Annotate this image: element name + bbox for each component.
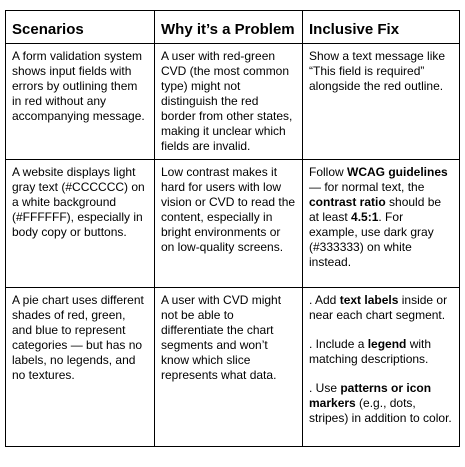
fix-cell — [303, 160, 460, 288]
table-row — [6, 160, 460, 288]
fix-item-text: . Use — [309, 381, 341, 395]
fix-item — [309, 293, 453, 323]
problem-cell: A user with CVD might not be able to differentiate the chart segments and won’t know which slice represents what data. — [155, 288, 303, 447]
fix-item-text: inside or near each chart segment. — [309, 293, 448, 322]
header-why-problem: Why it’s a Problem — [155, 11, 303, 44]
fix-item-bold: text labels — [339, 293, 399, 307]
fix-cell — [303, 288, 460, 447]
fix-item — [309, 337, 453, 367]
scenario-cell: A pie chart uses different shades of red, green, and blue to represent categories — but has no labels, no legends, and no textures. — [6, 288, 155, 447]
fix-bold-contrast-ratio: contrast ratio — [309, 195, 386, 209]
fix-text: Follow — [309, 165, 348, 179]
scenarios-table — [5, 10, 460, 447]
fix-cell: Show a text message like “This field is required” alongside the red outline. — [303, 44, 460, 160]
scenario-cell: A website displays light gray text (#CCCCCC) on a white background (#FFFFFF), especially in body copy or buttons. — [6, 160, 155, 288]
scenario-cell: A form validation system shows input fields with errors by outlining them in red without any accompanying message. — [6, 44, 155, 160]
fix-item-text: . Add — [309, 293, 340, 307]
fix-item-text: (e.g., dots, stripes) in addition to color. — [309, 396, 452, 425]
fix-text: . For example, use dark gray (#333333) on white instead. — [309, 210, 434, 269]
fix-item-bold: legend — [367, 337, 407, 351]
problem-cell: Low contrast makes it hard for users with low vision or CVD to read the content, especially in bright environments or on low-quality screens. — [155, 160, 303, 288]
fix-text: — for normal text, the — [309, 180, 425, 194]
problem-cell: A user with red-green CVD (the most common type) might not distinguish the red border from other states, making it unclear which fields are invalid. — [155, 44, 303, 160]
fix-item-text: with matching descriptions. — [309, 337, 432, 366]
fix-text: should be at least — [309, 195, 442, 224]
fix-item — [309, 381, 453, 426]
table-row — [6, 44, 460, 160]
header-inclusive-fix: Inclusive Fix — [303, 11, 460, 44]
fix-item-text: . Include a — [309, 337, 368, 351]
fix-bold-wcag: WCAG guidelines — [347, 165, 448, 179]
table-row — [6, 288, 460, 447]
fix-bold-ratio-value: 4.5:1 — [351, 210, 379, 224]
fix-item-bold: patterns or icon markers — [309, 381, 432, 410]
header-scenarios: Scenarios — [6, 11, 155, 44]
table-header-row — [6, 11, 460, 44]
